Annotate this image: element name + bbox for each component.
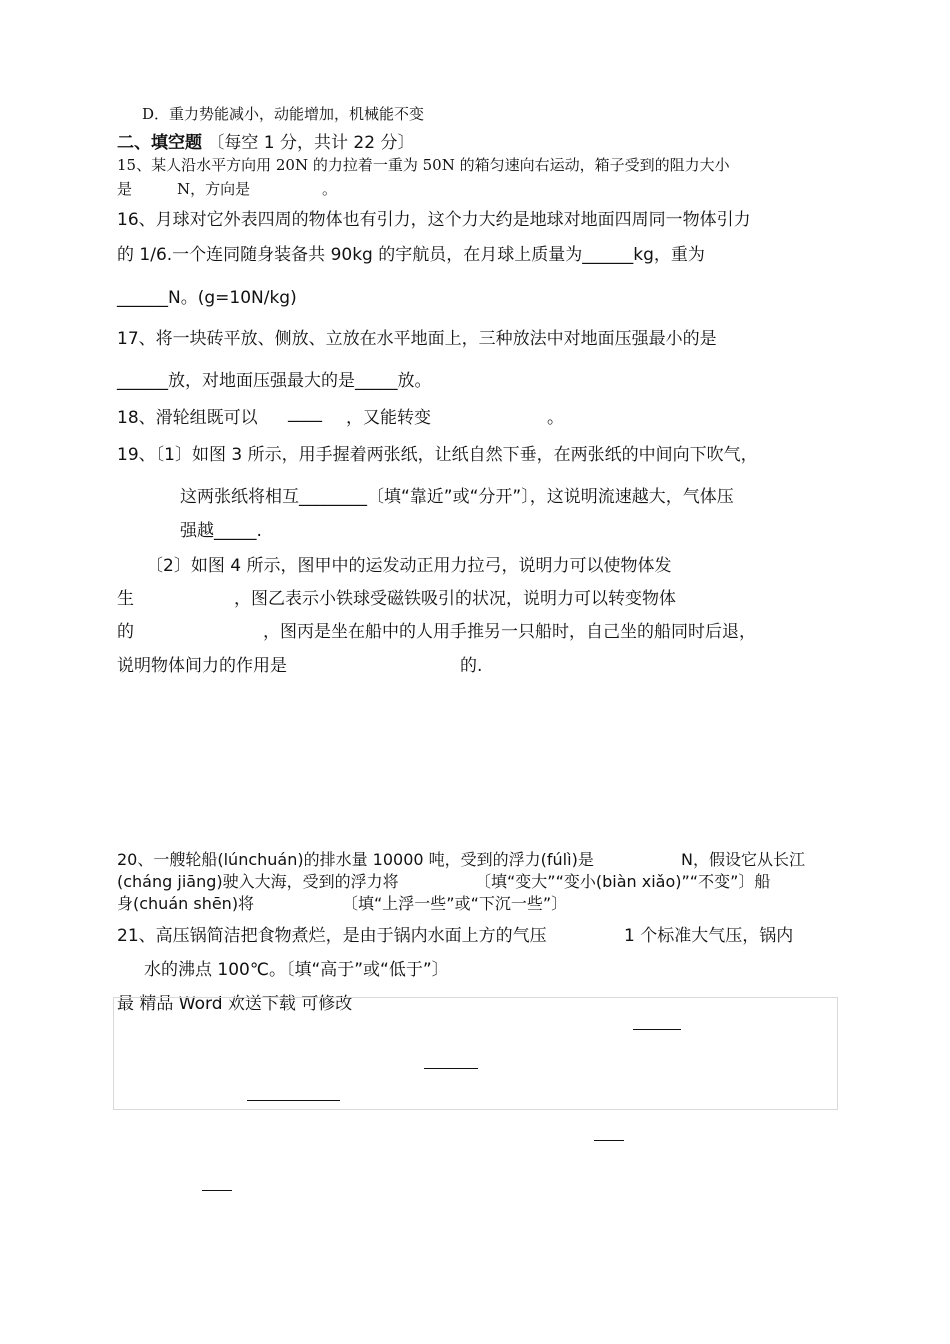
answer-underline (424, 1068, 478, 1069)
q19-part2-line3a: 的 (117, 622, 134, 642)
q15-line1: 15、某人沿水平方向用 20N 的力拉着一重为 50N 的箱匀速向右运动，箱子受到的阻力大小 (117, 156, 730, 174)
q20-line3b: 〔填“上浮一些”或“下沉一些”〕 (342, 894, 568, 913)
q17-line2: ______放，对地面压强最大的是_____放。 (117, 371, 432, 391)
answer-underline (633, 1029, 681, 1030)
q16-line1: 16、月球对它外表四周的物体也有引力，这个力大约是地球对地面四周同一物体引力 (117, 210, 751, 230)
q21-line1a: 21、高压锅简洁把食物煮烂，是由于锅内水面上方的气压 (117, 926, 547, 946)
q15-line2a: 是 (117, 180, 133, 198)
q18-blank: ____ (288, 403, 322, 423)
q19-line3: 强越_____. (180, 521, 262, 541)
q16-line3: ______N。(g=10N/kg) (117, 288, 297, 308)
q19-part2-line2b: ，图乙表示小铁球受磁铁吸引的状况，说明力可以转变物体 (234, 589, 676, 609)
q20-line1b: N，假设它从长江 (681, 850, 805, 869)
q20-line2a: (cháng jiāng)驶入大海，受到的浮力将 (117, 872, 399, 891)
q21-line1b: 1 个标准大气压，锅内 (624, 926, 794, 946)
q19-part2-line2a: 生 (117, 589, 134, 609)
q15-line2c: 。 (322, 180, 338, 198)
q20-line3a: 身(chuán shēn)将 (117, 894, 255, 913)
option-d: D．重力势能减小，动能增加，机械能不变 (142, 105, 425, 123)
q20-line2b: 〔填“变大”“变小(biàn xiǎo)”“不变”〕船 (475, 872, 771, 891)
q19-part2-line3b: ，图丙是坐在船中的人用手推另一只船时，自己坐的船同时后退， (263, 622, 756, 642)
q19-part2-line4a: 说明物体间力的作用是 (117, 656, 287, 676)
section-heading (117, 128, 414, 153)
q19-part2-line1: 〔2〕如图 4 所示，图甲中的运发动正用力拉弓，说明力可以使物体发 (146, 556, 672, 576)
footer-note: 最 精品 Word 欢送下载 可修改 (117, 994, 353, 1014)
q15-line2b: N，方向是 (177, 180, 251, 198)
answer-underline (202, 1190, 232, 1191)
q16-line2: 的 1/6.一个连同随身装备共 90kg 的宇航员，在月球上质量为______kg，重为 (117, 245, 705, 265)
section-title: 二、填空题 (117, 133, 202, 153)
q17-line1: 17、将一块砖平放、侧放、立放在水平地面上，三种放法中对地面压强最小的是 (117, 329, 717, 349)
section-note: 〔每空 1 分，共计 22 分〕 (207, 133, 415, 153)
q19-line1: 19、〔1〕如图 3 所示，用手握着两张纸，让纸自然下垂，在两张纸的中间向下吹气， (117, 445, 758, 465)
q21-line2: 水的沸点 100℃。〔填“高于”或“低于”〕 (144, 960, 449, 980)
q20-line1a: 20、一艘轮船(lúnchuán)的排水量 10000 吨，受到的浮力(fúlì)是 (117, 850, 594, 869)
q18-part-d: 。 (547, 408, 564, 428)
answer-underline (247, 1100, 340, 1101)
q18-part-a: 18、滑轮组既可以 (117, 408, 258, 428)
q19-part2-line4b: 的. (460, 656, 483, 676)
q18-part-c: ，又能转变 (346, 408, 431, 428)
footer-frame (113, 997, 838, 1110)
q19-line2: 这两张纸将相互________〔填“靠近”或“分开”〕，这说明流速越大，气体压 (180, 487, 734, 507)
answer-underline (594, 1140, 624, 1141)
